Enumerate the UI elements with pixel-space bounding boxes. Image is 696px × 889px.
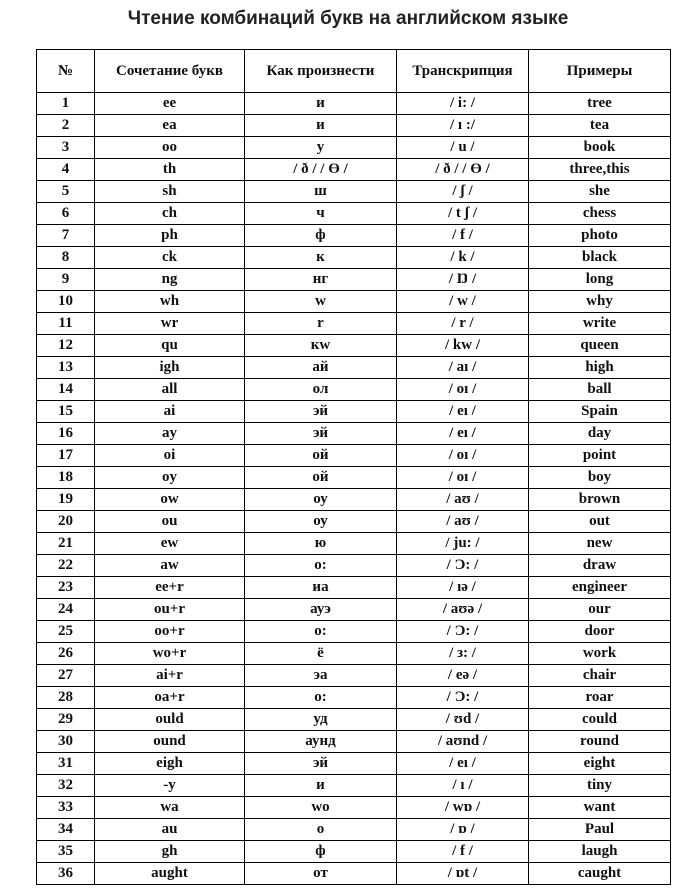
table-row [37, 489, 671, 511]
row-number-cell: 16 [37, 423, 95, 445]
table-row [37, 577, 671, 599]
example-word-cell: long [529, 269, 671, 291]
letter-combination-cell: ew [95, 533, 245, 555]
example-word-cell: tiny [529, 775, 671, 797]
header-letter-combination: Сочетание букв [95, 50, 245, 93]
table-row [37, 709, 671, 731]
example-word-cell: point [529, 445, 671, 467]
table-row [37, 137, 671, 159]
letter-combination-cell: wo+r [95, 643, 245, 665]
transcription-cell: / oı / [397, 445, 529, 467]
letter-combination-cell: ound [95, 731, 245, 753]
pronunciation-cell: и [245, 93, 397, 115]
letter-combination-cell: sh [95, 181, 245, 203]
pronunciation-cell: r [245, 313, 397, 335]
transcription-cell: / Ɔ: / [397, 555, 529, 577]
table-row [37, 621, 671, 643]
transcription-cell: / aı / [397, 357, 529, 379]
transcription-cell: / kw / [397, 335, 529, 357]
example-word-cell: ball [529, 379, 671, 401]
example-word-cell: tree [529, 93, 671, 115]
row-number-cell: 17 [37, 445, 95, 467]
letter-combination-cell: wh [95, 291, 245, 313]
example-word-cell: out [529, 511, 671, 533]
example-word-cell: round [529, 731, 671, 753]
letter-combination-cell: ow [95, 489, 245, 511]
table-row [37, 687, 671, 709]
pronunciation-cell: ч [245, 203, 397, 225]
page-title: Чтение комбинаций букв на английском языке [127, 8, 569, 29]
row-number-cell: 26 [37, 643, 95, 665]
table-row [37, 665, 671, 687]
example-word-cell: chair [529, 665, 671, 687]
pronunciation-cell: ой [245, 445, 397, 467]
header-number: № [37, 50, 95, 93]
example-word-cell: why [529, 291, 671, 313]
row-number-cell: 19 [37, 489, 95, 511]
pronunciation-cell: нг [245, 269, 397, 291]
row-number-cell: 11 [37, 313, 95, 335]
table-row [37, 599, 671, 621]
example-word-cell: book [529, 137, 671, 159]
letter-combination-cell: oa+r [95, 687, 245, 709]
letter-combination-cell: -y [95, 775, 245, 797]
example-word-cell: write [529, 313, 671, 335]
pronunciation-cell: уд [245, 709, 397, 731]
row-number-cell: 7 [37, 225, 95, 247]
letter-combination-cell: aught [95, 863, 245, 885]
letter-combination-cell: oo [95, 137, 245, 159]
row-number-cell: 35 [37, 841, 95, 863]
table-row [37, 203, 671, 225]
row-number-cell: 14 [37, 379, 95, 401]
pronunciation-cell: ауэ [245, 599, 397, 621]
table-row [37, 401, 671, 423]
example-word-cell: eight [529, 753, 671, 775]
example-word-cell: high [529, 357, 671, 379]
letter-combination-cell: ph [95, 225, 245, 247]
table-row [37, 797, 671, 819]
letter-combination-cell: aw [95, 555, 245, 577]
example-word-cell: engineer [529, 577, 671, 599]
example-word-cell: brown [529, 489, 671, 511]
pronunciation-cell: у [245, 137, 397, 159]
example-word-cell: boy [529, 467, 671, 489]
letter-combination-cell: oo+r [95, 621, 245, 643]
table-row [37, 863, 671, 885]
transcription-cell: / eı / [397, 401, 529, 423]
letter-combination-cell: igh [95, 357, 245, 379]
pronunciation-cell: иа [245, 577, 397, 599]
pronunciation-cell: w [245, 291, 397, 313]
example-word-cell: Paul [529, 819, 671, 841]
row-number-cell: 29 [37, 709, 95, 731]
letter-combinations-table [36, 49, 671, 885]
pronunciation-cell: о: [245, 555, 397, 577]
pronunciation-cell: оу [245, 489, 397, 511]
pronunciation-cell: от [245, 863, 397, 885]
transcription-cell: / i: / [397, 93, 529, 115]
table-row [37, 423, 671, 445]
letter-combination-cell: wa [95, 797, 245, 819]
row-number-cell: 18 [37, 467, 95, 489]
transcription-cell: / Ŋ / [397, 269, 529, 291]
table-row [37, 247, 671, 269]
example-word-cell: tea [529, 115, 671, 137]
table-row [37, 335, 671, 357]
pronunciation-cell: и [245, 775, 397, 797]
pronunciation-cell: ай [245, 357, 397, 379]
letter-combination-cell: au [95, 819, 245, 841]
letter-combination-cell: ea [95, 115, 245, 137]
letter-combination-cell: wr [95, 313, 245, 335]
row-number-cell: 15 [37, 401, 95, 423]
row-number-cell: 9 [37, 269, 95, 291]
example-word-cell: roar [529, 687, 671, 709]
transcription-cell: / aʊnd / [397, 731, 529, 753]
pronunciation-cell: ю [245, 533, 397, 555]
letter-combination-cell: ould [95, 709, 245, 731]
row-number-cell: 13 [37, 357, 95, 379]
example-word-cell: day [529, 423, 671, 445]
letter-combination-cell: ai [95, 401, 245, 423]
transcription-cell: / aʊə / [397, 599, 529, 621]
pronunciation-cell: о [245, 819, 397, 841]
transcription-cell: / aʊ / [397, 511, 529, 533]
letter-combination-cell: qu [95, 335, 245, 357]
example-word-cell: three,this [529, 159, 671, 181]
letter-combination-cell: ai+r [95, 665, 245, 687]
row-number-cell: 10 [37, 291, 95, 313]
pronunciation-cell: эй [245, 401, 397, 423]
example-word-cell: our [529, 599, 671, 621]
table-body [37, 93, 671, 885]
table-row [37, 643, 671, 665]
letter-combination-cell: oy [95, 467, 245, 489]
transcription-cell: / ʊd / [397, 709, 529, 731]
letter-combination-cell: ou [95, 511, 245, 533]
letter-combination-cell: ch [95, 203, 245, 225]
transcription-cell: / ju: / [397, 533, 529, 555]
pronunciation-cell: ол [245, 379, 397, 401]
row-number-cell: 34 [37, 819, 95, 841]
letter-combination-cell: ck [95, 247, 245, 269]
row-number-cell: 23 [37, 577, 95, 599]
header-pronunciation: Как произнести [245, 50, 397, 93]
letter-combination-cell: ee+r [95, 577, 245, 599]
transcription-cell: / wɒ / [397, 797, 529, 819]
row-number-cell: 36 [37, 863, 95, 885]
row-number-cell: 28 [37, 687, 95, 709]
table-row [37, 731, 671, 753]
pronunciation-cell: wo [245, 797, 397, 819]
letter-combination-cell: eigh [95, 753, 245, 775]
header-transcription: Транскрипция [397, 50, 529, 93]
transcription-cell: / ıə / [397, 577, 529, 599]
transcription-cell: / ɒt / [397, 863, 529, 885]
pronunciation-cell: о: [245, 687, 397, 709]
example-word-cell: could [529, 709, 671, 731]
transcription-cell: / f / [397, 841, 529, 863]
row-number-cell: 31 [37, 753, 95, 775]
row-number-cell: 25 [37, 621, 95, 643]
table-row [37, 115, 671, 137]
letter-combination-cell: ay [95, 423, 245, 445]
transcription-cell: / eə / [397, 665, 529, 687]
row-number-cell: 27 [37, 665, 95, 687]
pronunciation-cell: ё [245, 643, 397, 665]
pronunciation-cell: кw [245, 335, 397, 357]
transcription-cell: / k / [397, 247, 529, 269]
example-word-cell: black [529, 247, 671, 269]
example-word-cell: want [529, 797, 671, 819]
example-word-cell: draw [529, 555, 671, 577]
transcription-cell: / ɒ / [397, 819, 529, 841]
example-word-cell: photo [529, 225, 671, 247]
table-row [37, 379, 671, 401]
transcription-cell: / eı / [397, 753, 529, 775]
transcription-cell: / ʃ / [397, 181, 529, 203]
row-number-cell: 6 [37, 203, 95, 225]
table-row [37, 291, 671, 313]
pronunciation-cell: эй [245, 423, 397, 445]
pronunciation-cell: оу [245, 511, 397, 533]
example-word-cell: caught [529, 863, 671, 885]
header-examples: Примеры [529, 50, 671, 93]
transcription-cell: / oı / [397, 467, 529, 489]
example-word-cell: chess [529, 203, 671, 225]
row-number-cell: 8 [37, 247, 95, 269]
row-number-cell: 32 [37, 775, 95, 797]
transcription-cell: / u / [397, 137, 529, 159]
row-number-cell: 21 [37, 533, 95, 555]
letter-combination-cell: all [95, 379, 245, 401]
transcription-cell: / ı / [397, 775, 529, 797]
table-row [37, 181, 671, 203]
table-header-row [37, 50, 671, 93]
example-word-cell: queen [529, 335, 671, 357]
transcription-cell: / eı / [397, 423, 529, 445]
letter-combination-cell: gh [95, 841, 245, 863]
table-row [37, 841, 671, 863]
table-row [37, 819, 671, 841]
letter-combination-cell: ou+r [95, 599, 245, 621]
transcription-cell: / ı :/ [397, 115, 529, 137]
pronunciation-cell: к [245, 247, 397, 269]
row-number-cell: 24 [37, 599, 95, 621]
example-word-cell: door [529, 621, 671, 643]
letter-combination-cell: ee [95, 93, 245, 115]
table-row [37, 93, 671, 115]
row-number-cell: 33 [37, 797, 95, 819]
pronunciation-cell: эа [245, 665, 397, 687]
row-number-cell: 1 [37, 93, 95, 115]
transcription-cell: / w / [397, 291, 529, 313]
letter-combination-cell: ng [95, 269, 245, 291]
example-word-cell: she [529, 181, 671, 203]
pronunciation-cell: ой [245, 467, 397, 489]
row-number-cell: 22 [37, 555, 95, 577]
table-row [37, 445, 671, 467]
example-word-cell: Spain [529, 401, 671, 423]
table-row [37, 225, 671, 247]
transcription-cell: / r / [397, 313, 529, 335]
letter-combination-cell: th [95, 159, 245, 181]
row-number-cell: 2 [37, 115, 95, 137]
table-row [37, 555, 671, 577]
transcription-cell: / Ɔ: / [397, 687, 529, 709]
pronunciation-cell: эй [245, 753, 397, 775]
table-row [37, 533, 671, 555]
transcription-cell: / aʊ / [397, 489, 529, 511]
row-number-cell: 3 [37, 137, 95, 159]
row-number-cell: 30 [37, 731, 95, 753]
table-row [37, 511, 671, 533]
letter-combination-cell: oi [95, 445, 245, 467]
pronunciation-cell: аунд [245, 731, 397, 753]
transcription-cell: / f / [397, 225, 529, 247]
example-word-cell: laugh [529, 841, 671, 863]
table-row [37, 753, 671, 775]
pronunciation-cell: о: [245, 621, 397, 643]
transcription-cell: / t ʃ / [397, 203, 529, 225]
pronunciation-cell: ф [245, 225, 397, 247]
table-row [37, 269, 671, 291]
row-number-cell: 5 [37, 181, 95, 203]
pronunciation-cell: и [245, 115, 397, 137]
table-row [37, 313, 671, 335]
transcription-cell: / ð / / Ɵ / [397, 159, 529, 181]
example-word-cell: new [529, 533, 671, 555]
transcription-cell: / Ɔ: / [397, 621, 529, 643]
pronunciation-cell: ф [245, 841, 397, 863]
transcription-cell: / з: / [397, 643, 529, 665]
row-number-cell: 12 [37, 335, 95, 357]
row-number-cell: 4 [37, 159, 95, 181]
table-row [37, 357, 671, 379]
row-number-cell: 20 [37, 511, 95, 533]
table-row [37, 159, 671, 181]
example-word-cell: work [529, 643, 671, 665]
pronunciation-cell: ш [245, 181, 397, 203]
pronunciation-cell: / ð / / Ɵ / [245, 159, 397, 181]
transcription-cell: / oı / [397, 379, 529, 401]
table-row [37, 467, 671, 489]
table-row [37, 775, 671, 797]
